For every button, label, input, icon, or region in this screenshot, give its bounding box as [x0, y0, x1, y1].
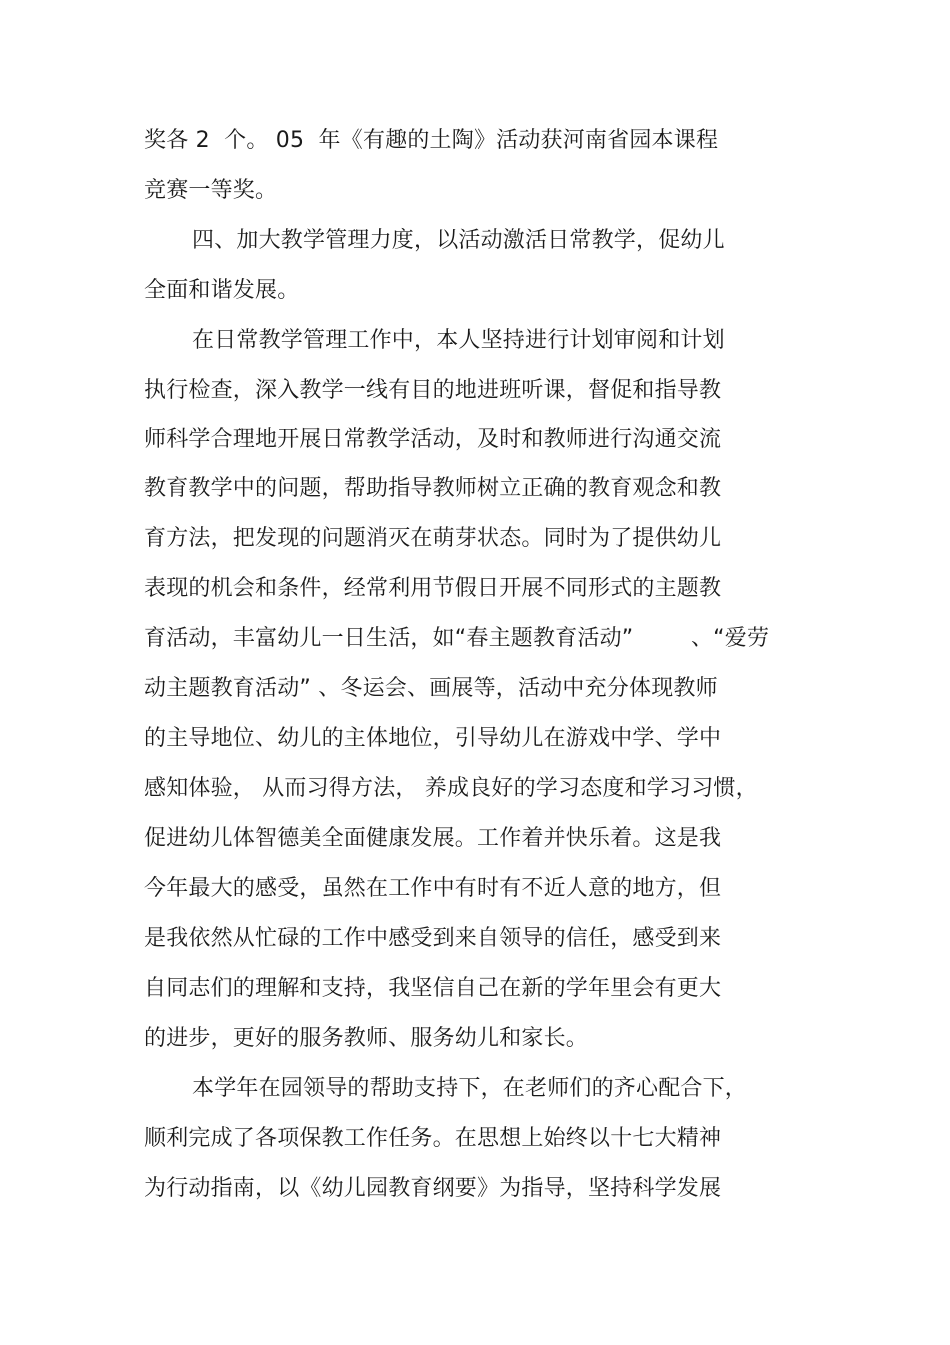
text-line: 动主题教育活动” 、冬运会、画展等，活动中充分体现教师: [144, 676, 718, 701]
text-line: 是我依然从忙碌的工作中感受到来自领导的信任，感受到来: [144, 926, 722, 951]
section-heading: 四、加大教学管理力度，以活动激活日常教学，促幼儿: [192, 228, 725, 253]
text-line: 的主导地位、幼儿的主体地位，引导幼儿在游戏中学、学中: [144, 726, 722, 751]
text-line: 奖各 2 个。 05 年《有趣的土陶》活动获河南省园本课程: [144, 128, 719, 153]
text-line: 自同志们的理解和支持，我坚信自己在新的学年里会有更大: [144, 976, 722, 1001]
text-line: 在日常教学管理工作中，本人坚持进行计划审阅和计划: [192, 328, 725, 353]
text-line: 的进步，更好的服务教师、服务幼儿和家长。: [144, 1026, 589, 1051]
text-line: 促进幼儿体智德美全面健康发展。工作着并快乐着。这是我: [144, 826, 722, 851]
text-line: 育活动，丰富幼儿一日生活，如“春主题教育活动” 、“爱劳: [144, 626, 770, 651]
text-line: 感知体验， 从而习得方法， 养成良好的学习态度和学习习惯，: [144, 776, 758, 801]
text-line: 本学年在园领导的帮助支持下，在老师们的齐心配合下，: [192, 1076, 748, 1101]
text-line: 表现的机会和条件，经常利用节假日开展不同形式的主题教: [144, 576, 722, 601]
text-line: 师科学合理地开展日常教学活动，及时和教师进行沟通交流: [144, 427, 722, 452]
text-line: 为行动指南，以《幼儿园教育纲要》为指导，坚持科学发展: [144, 1176, 722, 1201]
section-heading: 全面和谐发展。: [144, 278, 300, 303]
text-line: 育方法，把发现的问题消灭在萌芽状态。同时为了提供幼儿: [144, 526, 722, 551]
text-line: 竞赛一等奖。: [144, 178, 278, 203]
text-line: 今年最大的感受，虽然在工作中有时有不近人意的地方，但: [144, 876, 722, 901]
text-line: 教育教学中的问题，帮助指导教师树立正确的教育观念和教: [144, 476, 722, 501]
text-line: 执行检查，深入教学一线有目的地进班听课，督促和指导教: [144, 378, 722, 403]
text-line: 顺利完成了各项保教工作任务。在思想上始终以十七大精神: [144, 1126, 722, 1151]
